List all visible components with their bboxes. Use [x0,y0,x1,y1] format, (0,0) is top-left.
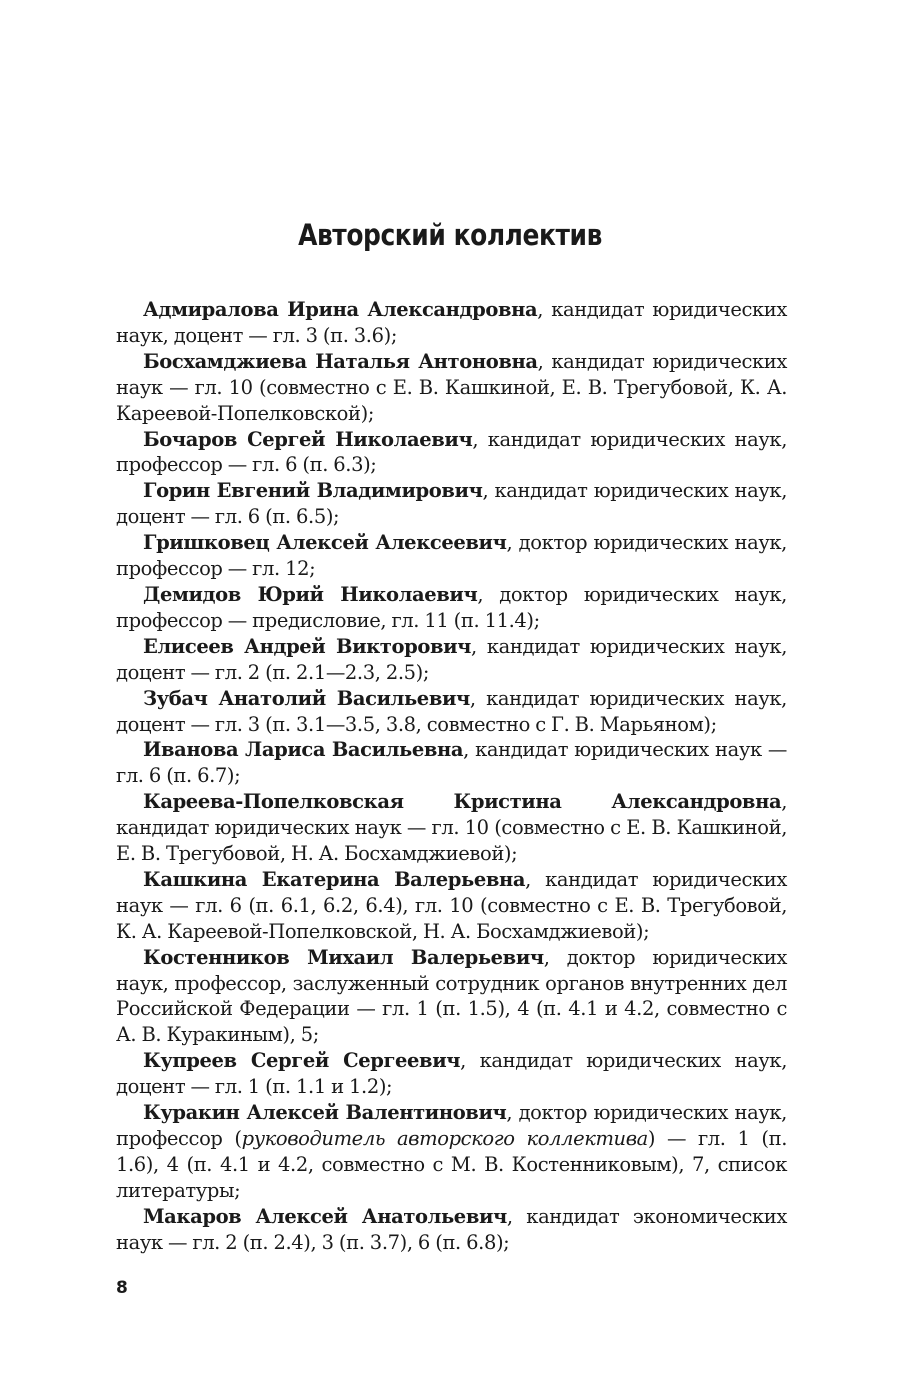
author-name: Горин Евгений Владимирович [143,479,483,503]
author-name: Елисеев Андрей Викторович [143,634,472,658]
author-name: Костенников Михаил Валерьевич [143,945,544,969]
author-description: , кандидат юридических наук, профессор — гл. 6 (п. 6.3); [116,427,787,477]
author-name: Гришковец Алексей Алексеевич [143,531,507,555]
author-description: , кандидат юридических наук — гл. 10 (совместно с Е. В. Кашкиной, Е. В. Трегубовой, Н. А. Босхамджиевой); [116,790,787,866]
author-name: Макаров Алексей Анатольевич [143,1204,507,1228]
author-entry [116,634,787,686]
author-entry [116,1100,787,1204]
author-entry [116,478,787,530]
author-entry [116,867,787,945]
page-title: Авторский коллектив [298,218,602,252]
author-description: , кандидат юридических наук, доцент — гл. 2 (п. 2.1—2.3, 2.5); [116,634,787,684]
author-description: , кандидат экономических наук — гл. 2 (п. 2.4), 3 (п. 3.7), 6 (п. 6.8); [116,1204,787,1254]
author-description: , кандидат юридических наук, доцент — гл. 3 (п. 3.6); [116,298,787,347]
author-entry [116,1204,787,1256]
author-description: , кандидат юридических наук, доцент — гл. 1 (п. 1.1 и 1.2); [116,1049,787,1099]
author-description-continued: ) — гл. 1 (п. 1.6), 4 (п. 4.1 и 4.2, совместно с М. В. Костенниковым), 7, список литературы; [116,1127,787,1202]
author-role-italic: руководитель авторского коллектива [241,1127,648,1150]
author-name: Кареева-Попелковская Кристина Александровна [143,790,782,814]
author-name: Адмиралова Ирина Александровна [143,298,538,321]
author-name: Иванова Лариса Васильевна [143,738,464,762]
author-entry [116,686,787,738]
page-number: 8 [116,1278,128,1298]
author-entry [116,737,787,789]
author-name: Демидов Юрий Николаевич [143,582,478,606]
author-entry [116,789,787,867]
author-entry [116,427,787,479]
author-description: , кандидат юридических наук — гл. 10 (совместно с Е. В. Кашкиной, Е. В. Трегубовой, К. А. Кареевой-Попелковской); [116,349,787,425]
author-entry [116,945,787,1049]
author-name: Бочаров Сергей Николаевич [143,427,473,451]
author-description: , доктор юридических наук, профессор — предисловие, гл. 11 (п. 11.4); [116,582,787,632]
author-entry [116,582,787,634]
author-description: , кандидат юридических наук — гл. 6 (п. 6.1, 6.2, 6.4), гл. 10 (совместно с Е. В. Трегубовой, К. А. Кареевой-Попелковской, Н. А. Босхамджиевой); [116,867,787,943]
author-entry [116,1048,787,1100]
author-description: , кандидат юридических наук — гл. 6 (п. 6.7); [116,738,787,788]
author-description: , доктор юридических наук, профессор, заслуженный сотрудник органов внутренних дел Российской Федерации — гл. 1 (п. 1.5), 4 (п. 4.1 и 4.2, совместно с А. В. Куракиным), 5; [116,945,787,1047]
author-entry [116,349,787,427]
author-description: , кандидат юридических наук, доцент — гл. 6 (п. 6.5); [116,479,788,529]
author-description: , кандидат юридических наук, доцент — гл. 3 (п. 3.1—3.5, 3.8, совместно с Г. В. Марьяном); [116,686,787,736]
author-name: Кашкина Екатерина Валерьевна [143,867,526,891]
author-name: Босхамджиева Наталья Антоновна [143,349,538,373]
author-description: , доктор юридических наук, профессор — гл. 12; [116,531,787,581]
author-entry [116,530,787,582]
author-name: Купреев Сергей Сергеевич [143,1049,461,1073]
author-name: Куракин Алексей Валентинович [143,1101,507,1125]
author-description: , доктор юридических наук, профессор ( [116,1101,787,1150]
author-list [116,297,787,1256]
author-entry [116,297,787,349]
author-name: Зубач Анатолий Васильевич [143,686,470,710]
